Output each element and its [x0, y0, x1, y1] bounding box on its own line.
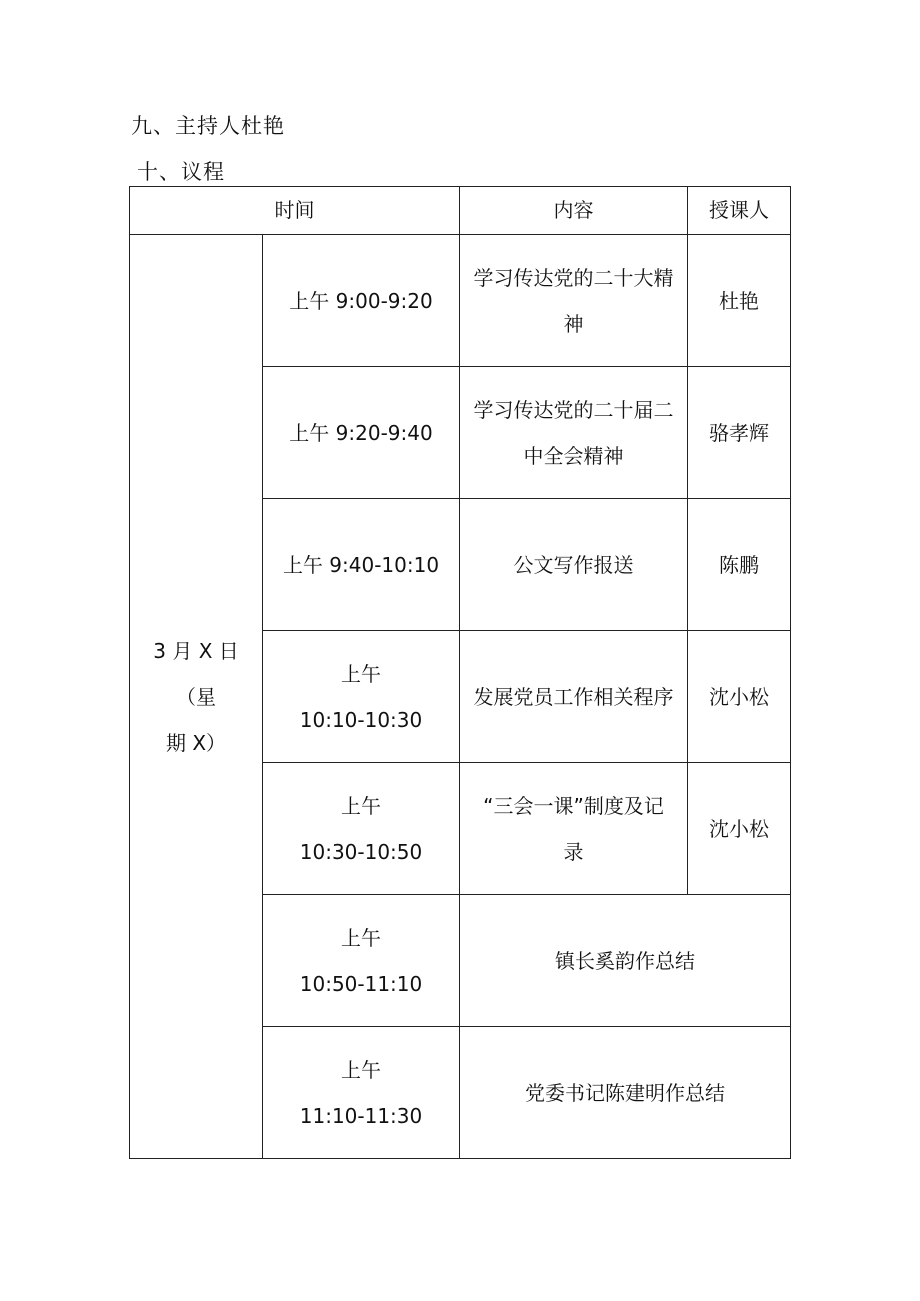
time-line: 上午	[341, 793, 381, 818]
lecturer-cell: 沈小松	[688, 763, 791, 895]
content-cell	[460, 499, 688, 631]
time-cell	[263, 1027, 460, 1159]
time-line: 上午 9:40-10:10	[282, 552, 440, 577]
content-line: 镇长奚韵作总结	[555, 948, 695, 973]
time-line: 上午	[341, 925, 381, 950]
time-line: 上午 9:20-9:40	[289, 420, 433, 445]
time-cell	[263, 367, 460, 499]
time-cell	[263, 895, 460, 1027]
time-line: 上午	[341, 1057, 381, 1082]
time-cell	[263, 631, 460, 763]
date-cell	[130, 235, 263, 1159]
lecturer-cell: 杜艳	[688, 235, 791, 367]
time-line: 上午	[341, 661, 381, 686]
content-line: 公文写作报送	[513, 552, 634, 577]
time-cell	[263, 499, 460, 631]
content-line: “三会一课”制度及记	[483, 793, 664, 818]
time-line: 10:50-11:10	[299, 971, 423, 996]
content-cell	[460, 763, 688, 895]
table-row	[130, 235, 791, 367]
content-cell	[460, 367, 688, 499]
content-line: 中全会精神	[523, 443, 624, 468]
agenda-table	[129, 186, 791, 1159]
content-cell	[460, 631, 688, 763]
lecturer-cell: 沈小松	[688, 631, 791, 763]
time-cell	[263, 763, 460, 895]
content-line: 学习传达党的二十届二	[473, 397, 674, 422]
content-cell	[460, 895, 791, 1027]
time-cell	[263, 235, 460, 367]
content-cell	[460, 235, 688, 367]
time-line: 11:10-11:30	[299, 1103, 423, 1128]
content-line: 党委书记陈建明作总结	[525, 1080, 725, 1105]
content-line: 录	[563, 839, 584, 864]
time-line: 10:10-10:30	[299, 707, 423, 732]
column-header-lecturer: 授课人	[688, 187, 791, 235]
host-heading: 九、主持人杜艳	[131, 114, 285, 138]
date-line: 期 X）	[165, 730, 227, 755]
content-line: 发展党员工作相关程序	[473, 684, 674, 709]
lecturer-cell: 骆孝辉	[688, 367, 791, 499]
column-header-content: 内容	[460, 187, 688, 235]
content-cell	[460, 1027, 791, 1159]
content-line: 神	[563, 311, 584, 336]
agenda-heading: 十、议程	[137, 160, 225, 184]
time-line: 上午 9:00-9:20	[289, 288, 433, 313]
column-header-time: 时间	[130, 187, 460, 235]
table-header-row	[130, 187, 791, 235]
date-line: 3 月 X 日（星	[153, 638, 239, 709]
content-line: 学习传达党的二十大精	[473, 265, 674, 290]
time-line: 10:30-10:50	[299, 839, 423, 864]
lecturer-cell: 陈鹏	[688, 499, 791, 631]
